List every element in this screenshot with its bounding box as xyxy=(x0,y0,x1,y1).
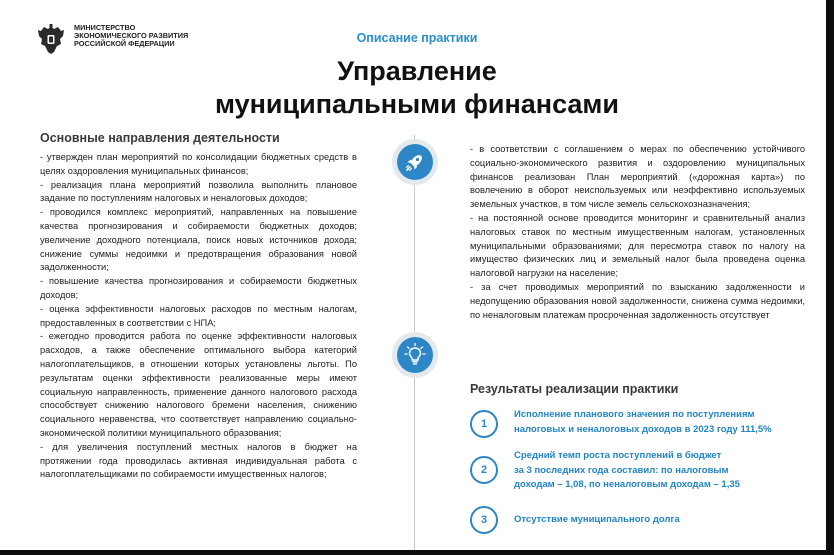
result-line: за 3 последних года составил: по налоговым xyxy=(514,464,729,476)
rocket-icon xyxy=(397,144,433,180)
paragraph: - ежегодно проводится работа по оценке эффективности налоговых расходов, а также обеспечение оптимального выбора категорий налогоплательщиков, в отношении которых установлены льготы. По результатам оценки эффективности реализованные меры имеют социальную направленность, применение данного налогового расхода способствует снижению налогового бремени населения, снижению социального неравенства, что соответствует направлению социально-экономической политики муниципального образования; xyxy=(40,331,357,438)
title-line: муниципальными финансами xyxy=(214,89,620,119)
result-number: 2 xyxy=(470,456,498,484)
ministry-line: ЭКОНОМИЧЕСКОГО РАЗВИТИЯ xyxy=(74,31,189,41)
ministry-line: МИНИСТЕРСТВО xyxy=(74,23,136,32)
result-line: Отсутствие муниципального долга xyxy=(514,514,680,525)
paragraph: - в соответствии с соглашением о мерах по обеспечению устойчивого социально-экономического развития и оздоровлению муниципальных финансов реализован План мероприятий («дорожная карта») по вовлечению в оборот неиспользуемых или неэффективно используемых земельных участков, в том числе земель сельскохозназначения; xyxy=(470,144,805,210)
frame-edge xyxy=(0,550,834,555)
paragraph: - проводился комплекс мероприятий, направленных на повышение качества прогнозирования и собираемости бюджетных доходов; увеличение доходного потенциала, поиск новых источников дохода; снижение суммы недоимки и предотвращения образования новой задолженности; xyxy=(40,207,357,273)
paragraph: - за счет проводимых мероприятий по взысканию задолженности и недопущению образования новой задолженности, снижена сумма недоимки, по неналоговым платежам просроченная задолженность отсутствует xyxy=(470,281,805,320)
result-text xyxy=(514,449,804,493)
paragraph: - утвержден план мероприятий по консолидации бюджетных средств в целях оздоровления муниципальных финансов; xyxy=(40,152,357,176)
result-line: доходам – 1,08, по неналоговым доходам – 1,35 xyxy=(514,479,740,490)
result-line: Средний темп роста поступлений в бюджет xyxy=(514,450,722,461)
title-line: Управление xyxy=(337,56,497,86)
paragraph: - повышение качества прогнозирования и собираемости бюджетных доходов; xyxy=(40,276,357,300)
result-text xyxy=(514,513,804,528)
results-heading: Результаты реализации практики xyxy=(470,382,679,396)
lightbulb-icon xyxy=(397,337,433,373)
paragraph: - для увеличения поступлений местных налогов в бюджет на протяжении года проводилась активная индивидуальная работа с налогоплательщиками по собираемости имущественных налогов; xyxy=(40,441,357,480)
subhead: Описание практики xyxy=(356,31,478,45)
result-item xyxy=(470,506,800,536)
left-text xyxy=(40,151,357,482)
right-text xyxy=(470,143,805,322)
result-item xyxy=(470,450,800,506)
ministry-line: РОССИЙСКОЙ ФЕДЕРАЦИИ xyxy=(74,39,175,49)
frame-edge xyxy=(826,0,834,555)
result-line: Исполнение планового значения по поступлениям xyxy=(514,409,755,420)
page-title xyxy=(0,55,834,121)
result-text xyxy=(514,408,804,437)
result-number: 1 xyxy=(470,410,498,438)
paragraph: - оценка эффективности налоговых расходов по местным налогам, предоставленных в соответствии с НПА; xyxy=(40,303,357,328)
result-number: 3 xyxy=(470,506,498,534)
result-item xyxy=(470,410,800,450)
paragraph: - на постоянной основе проводится мониторинг и сравнительный анализ налоговых ставок по местным имущественным налогам, установленных муниципальными образованиями; для пересмотра ставок по налогу на имущество физических лиц и земельный налог была проведена оценка налоговой нагрузки на население; xyxy=(470,212,805,279)
left-heading: Основные направления деятельности xyxy=(40,131,280,145)
result-line: налоговых и неналоговых доходов в 2023 году 111,5% xyxy=(514,423,772,435)
paragraph: - реализация плана мероприятий позволила выполнить плановое задание по поступлениям налоговых и неналоговых доходов; xyxy=(40,179,357,204)
